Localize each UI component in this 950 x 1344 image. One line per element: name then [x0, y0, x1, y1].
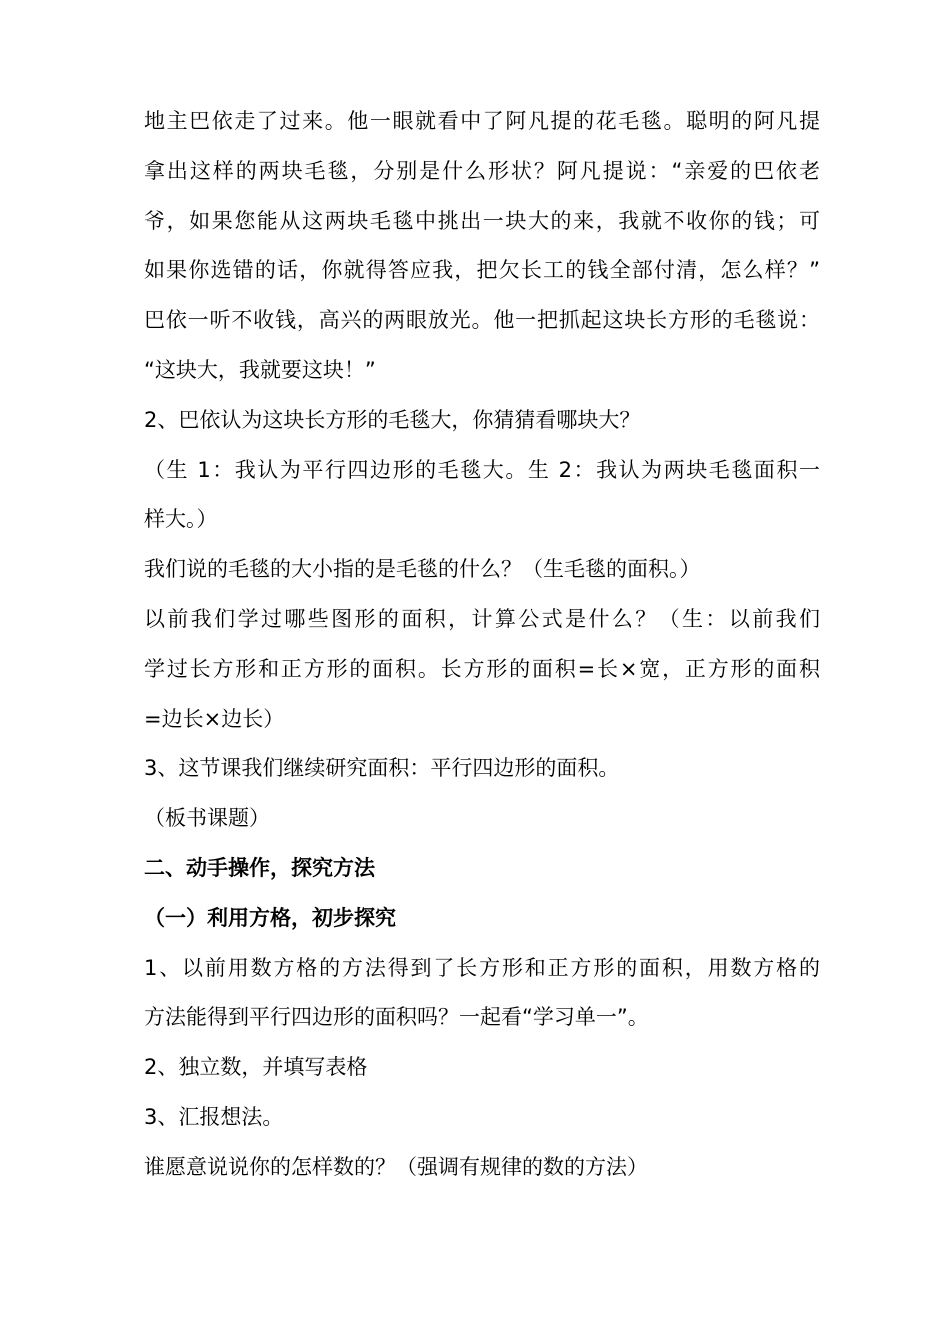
text-line: 爷，如果您能从这两块毛毯中挑出一块大的来，我就不收你的钱；可 — [144, 208, 820, 233]
text-line: 地主巴依走了过来。他一眼就看中了阿凡提的花毛毯。聪明的阿凡提 — [144, 109, 820, 133]
text-line: 1、以前用数方格的方法得到了长方形和正方形的面积，用数方格的 — [144, 955, 820, 980]
text-line: 我们说的毛毯的大小指的是毛毯的什么？（生毛毯的面积。） — [144, 557, 701, 582]
text-line: 3、这节课我们继续研究面积：平行四边形的面积。 — [144, 756, 620, 781]
text-line: 样大。） — [144, 507, 218, 532]
text-line: （板书课题） — [144, 806, 270, 831]
document-body — [144, 97, 820, 1193]
section-heading: 二、动手操作，探究方法 — [144, 855, 375, 880]
text-line: 方法能得到平行四边形的面积吗？一起看“学习单一”。 — [144, 1005, 649, 1030]
text-line: 2、巴依认为这块长方形的毛毯大，你猜猜看哪块大？ — [144, 407, 641, 432]
text-line: 谁愿意说说你的怎样数的？（强调有规律的数的方法） — [144, 1154, 648, 1179]
text-line: 如果你选错的话，你就得答应我，把欠长工的钱全部付清，怎么样？” — [144, 258, 820, 283]
text-line: 以前我们学过哪些图形的面积，计算公式是什么？（生：以前我们 — [144, 606, 820, 631]
text-line: 3、汇报想法。 — [144, 1104, 284, 1129]
section-heading: （一）利用方格，初步探究 — [144, 905, 396, 930]
text-line: （生 1：我认为平行四边形的毛毯大。生 2：我认为两块毛毯面积一 — [144, 457, 820, 482]
text-line: 学过长方形和正方形的面积。长方形的面积=长×宽，正方形的面积 — [144, 656, 820, 681]
text-line: =边长×边长） — [144, 706, 285, 731]
text-line: 巴依一听不收钱，高兴的两眼放光。他一把抓起这块长方形的毛毯说： — [144, 308, 820, 333]
text-line: “这块大，我就要这块！” — [144, 357, 376, 382]
text-line: 拿出这样的两块毛毯，分别是什么形状？阿凡提说：“亲爱的巴依老 — [144, 158, 820, 183]
text-line: 2、独立数，并填写表格 — [144, 1055, 368, 1080]
